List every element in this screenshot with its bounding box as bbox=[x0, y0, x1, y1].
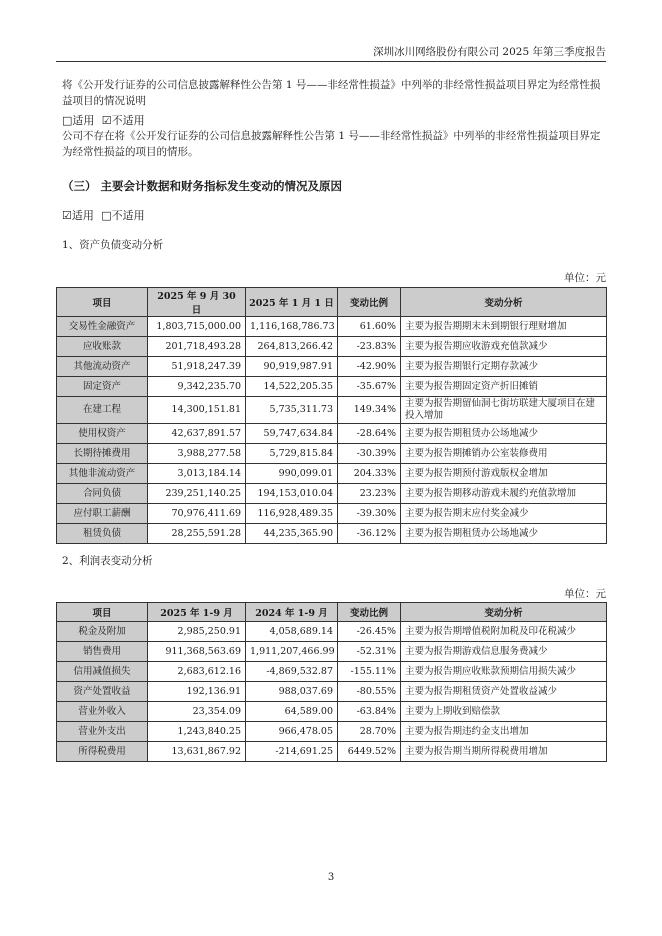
table-row bbox=[57, 397, 607, 424]
header-rule bbox=[56, 61, 606, 62]
amount-cell: 28,255,591.28 bbox=[148, 524, 246, 544]
change-ratio: -80.55% bbox=[338, 682, 401, 702]
amount-cell: 64,589.00 bbox=[246, 702, 338, 722]
change-reason: 主要为报告期留仙洞七街坊联建大厦项目在建投入增加 bbox=[401, 397, 607, 424]
table-row bbox=[57, 662, 607, 682]
change-reason: 主要为报告期游戏信息服务费减少 bbox=[401, 642, 607, 662]
change-reason: 主要为报告期银行定期存款减少 bbox=[401, 357, 607, 377]
intro-paragraph: 将《公开发行证券的公司信息披露解释性公告第 1 号——非经常性损益》中列举的非经常性损益项目界定为经常性损益项目的情况说明 bbox=[62, 79, 601, 107]
change-reason: 主要为报告期预付游戏版权金增加 bbox=[401, 464, 607, 484]
table-header-row bbox=[57, 288, 607, 317]
income-statement-subtitle: 2、利润表变动分析 bbox=[62, 555, 153, 567]
change-reason: 主要为报告期租赁办公场地减少 bbox=[401, 424, 607, 444]
change-reason: 主要为报告期应收账款预期信用损失减少 bbox=[401, 662, 607, 682]
row-label: 使用权资产 bbox=[57, 424, 148, 444]
row-label: 所得税费用 bbox=[57, 742, 148, 762]
amount-cell: -214,691.25 bbox=[246, 742, 338, 762]
statement-paragraph: 公司不存在将《公开发行证券的公司信息披露解释性公告第 1 号——非经常性损益》中列举的非经常性损益项目界定为经常性损益的项目的情形。 bbox=[62, 130, 601, 158]
column-header: 2025 年 1 月 1 日 bbox=[246, 288, 338, 317]
amount-cell: 966,478.05 bbox=[246, 722, 338, 742]
row-label: 销售费用 bbox=[57, 642, 148, 662]
amount-cell: 13,631,867.92 bbox=[148, 742, 246, 762]
table-row bbox=[57, 484, 607, 504]
change-reason: 主要为报告期应收游戏充值款减少 bbox=[401, 337, 607, 357]
change-reason: 主要为上期收到赔偿款 bbox=[401, 702, 607, 722]
amount-cell: 201,718,493.28 bbox=[148, 337, 246, 357]
change-reason: 主要为报告期当期所得税费用增加 bbox=[401, 742, 607, 762]
change-ratio: -36.12% bbox=[338, 524, 401, 544]
row-label: 应付职工薪酬 bbox=[57, 504, 148, 524]
amount-cell: 9,342,235.70 bbox=[148, 377, 246, 397]
table-row bbox=[57, 424, 607, 444]
change-ratio: 61.60% bbox=[338, 317, 401, 337]
change-ratio: -39.30% bbox=[338, 504, 401, 524]
column-header: 变动比例 bbox=[338, 288, 401, 317]
balance-sheet-table bbox=[56, 287, 607, 544]
change-ratio: -52.31% bbox=[338, 642, 401, 662]
selected-option: ☑适用 bbox=[62, 209, 94, 222]
row-label: 资产处置收益 bbox=[57, 682, 148, 702]
row-label: 交易性金融资产 bbox=[57, 317, 148, 337]
table-row bbox=[57, 317, 607, 337]
amount-cell: 990,099.01 bbox=[246, 464, 338, 484]
selected-option: ☑不适用 bbox=[101, 114, 145, 127]
change-ratio: 149.34% bbox=[338, 397, 401, 424]
amount-cell: 5,729,815.84 bbox=[246, 444, 338, 464]
page-number: 3 bbox=[327, 872, 335, 883]
not-selected-option: □不适用 bbox=[101, 209, 145, 222]
table-row bbox=[57, 742, 607, 762]
amount-cell: -4,869,532.87 bbox=[246, 662, 338, 682]
change-reason: 主要为报告期移动游戏未履约充值款增加 bbox=[401, 484, 607, 504]
row-label: 固定资产 bbox=[57, 377, 148, 397]
row-label: 其他非流动资产 bbox=[57, 464, 148, 484]
balance-sheet-subtitle: 1、资产负债变动分析 bbox=[62, 239, 164, 251]
column-header: 项目 bbox=[57, 288, 148, 317]
row-label: 营业外支出 bbox=[57, 722, 148, 742]
page-header: 深圳冰川网络股份有限公司 2025 年第三季度报告 bbox=[373, 46, 606, 58]
row-label: 在建工程 bbox=[57, 397, 148, 424]
table-row bbox=[57, 357, 607, 377]
column-header: 变动比例 bbox=[338, 603, 401, 622]
row-label: 长期待摊费用 bbox=[57, 444, 148, 464]
change-reason: 主要为报告期违约金支出增加 bbox=[401, 722, 607, 742]
column-header: 2025 年 9 月 30 日 bbox=[148, 288, 246, 317]
amount-cell: 194,153,010.04 bbox=[246, 484, 338, 504]
change-reason: 主要为报告期摊销办公室装修费用 bbox=[401, 444, 607, 464]
table-header-row bbox=[57, 603, 607, 622]
amount-cell: 911,368,563.69 bbox=[148, 642, 246, 662]
change-ratio: -63.84% bbox=[338, 702, 401, 722]
row-label: 信用减值损失 bbox=[57, 662, 148, 682]
change-ratio: -23.83% bbox=[338, 337, 401, 357]
change-ratio: 204.33% bbox=[338, 464, 401, 484]
amount-cell: 1,116,168,786.73 bbox=[246, 317, 338, 337]
change-ratio: 23.23% bbox=[338, 484, 401, 504]
amount-cell: 192,136.91 bbox=[148, 682, 246, 702]
change-ratio: 28.70% bbox=[338, 722, 401, 742]
row-label: 营业外收入 bbox=[57, 702, 148, 722]
column-header: 变动分析 bbox=[401, 288, 607, 317]
amount-cell: 239,251,140.25 bbox=[148, 484, 246, 504]
row-label: 应收账款 bbox=[57, 337, 148, 357]
change-reason: 主要为报告期固定资产折旧摊销 bbox=[401, 377, 607, 397]
amount-cell: 1,803,715,000.00 bbox=[148, 317, 246, 337]
amount-cell: 4,058,689.14 bbox=[246, 622, 338, 642]
change-reason: 主要为报告期租赁资产处置收益减少 bbox=[401, 682, 607, 702]
applicability-check-2 bbox=[62, 207, 145, 223]
change-ratio: -26.45% bbox=[338, 622, 401, 642]
balance-sheet-unit: 单位：元 bbox=[564, 272, 606, 284]
amount-cell: 70,976,411.69 bbox=[148, 504, 246, 524]
amount-cell: 14,300,151.81 bbox=[148, 397, 246, 424]
change-ratio: -28.64% bbox=[338, 424, 401, 444]
column-header: 2025 年 1-9 月 bbox=[148, 603, 246, 622]
income-statement-unit: 单位：元 bbox=[564, 588, 606, 600]
table-row bbox=[57, 337, 607, 357]
table-row bbox=[57, 682, 607, 702]
amount-cell: 14,522,205.35 bbox=[246, 377, 338, 397]
table-row bbox=[57, 642, 607, 662]
column-header: 2024 年 1-9 月 bbox=[246, 603, 338, 622]
table-row bbox=[57, 622, 607, 642]
change-reason: 主要为报告期租赁办公场地减少 bbox=[401, 524, 607, 544]
section-title: （三） 主要会计数据和财务指标发生变动的情况及原因 bbox=[62, 179, 343, 193]
change-reason: 主要为报告期期末未到期银行理财增加 bbox=[401, 317, 607, 337]
applicability-check-1 bbox=[62, 112, 145, 128]
table-row bbox=[57, 444, 607, 464]
amount-cell: 42,637,891.57 bbox=[148, 424, 246, 444]
amount-cell: 5,735,311.73 bbox=[246, 397, 338, 424]
change-ratio: -35.67% bbox=[338, 377, 401, 397]
amount-cell: 44,235,365.90 bbox=[246, 524, 338, 544]
row-label: 租赁负债 bbox=[57, 524, 148, 544]
amount-cell: 3,988,277.58 bbox=[148, 444, 246, 464]
change-reason: 主要为报告期增值税附加税及印花税减少 bbox=[401, 622, 607, 642]
income-statement-table bbox=[56, 602, 607, 762]
table-row bbox=[57, 464, 607, 484]
not-selected-option: □适用 bbox=[62, 114, 95, 127]
table-row bbox=[57, 722, 607, 742]
amount-cell: 3,013,184.14 bbox=[148, 464, 246, 484]
change-reason: 主要为报告期末应付奖金减少 bbox=[401, 504, 607, 524]
row-label: 税金及附加 bbox=[57, 622, 148, 642]
amount-cell: 90,919,987.91 bbox=[246, 357, 338, 377]
change-ratio: -30.39% bbox=[338, 444, 401, 464]
amount-cell: 264,813,266.42 bbox=[246, 337, 338, 357]
amount-cell: 2,683,612.16 bbox=[148, 662, 246, 682]
amount-cell: 23,354.09 bbox=[148, 702, 246, 722]
change-ratio: 6449.52% bbox=[338, 742, 401, 762]
amount-cell: 988,037.69 bbox=[246, 682, 338, 702]
amount-cell: 116,928,489.35 bbox=[246, 504, 338, 524]
row-label: 其他流动资产 bbox=[57, 357, 148, 377]
column-header: 项目 bbox=[57, 603, 148, 622]
column-header: 变动分析 bbox=[401, 603, 607, 622]
amount-cell: 59,747,634.84 bbox=[246, 424, 338, 444]
amount-cell: 1,243,840.25 bbox=[148, 722, 246, 742]
table-row bbox=[57, 504, 607, 524]
amount-cell: 51,918,247.39 bbox=[148, 357, 246, 377]
table-row bbox=[57, 702, 607, 722]
row-label: 合同负债 bbox=[57, 484, 148, 504]
table-row bbox=[57, 377, 607, 397]
change-ratio: -42.90% bbox=[338, 357, 401, 377]
amount-cell: 2,985,250.91 bbox=[148, 622, 246, 642]
amount-cell: 1,911,207,466.99 bbox=[246, 642, 338, 662]
change-ratio: -155.11% bbox=[338, 662, 401, 682]
table-row bbox=[57, 524, 607, 544]
